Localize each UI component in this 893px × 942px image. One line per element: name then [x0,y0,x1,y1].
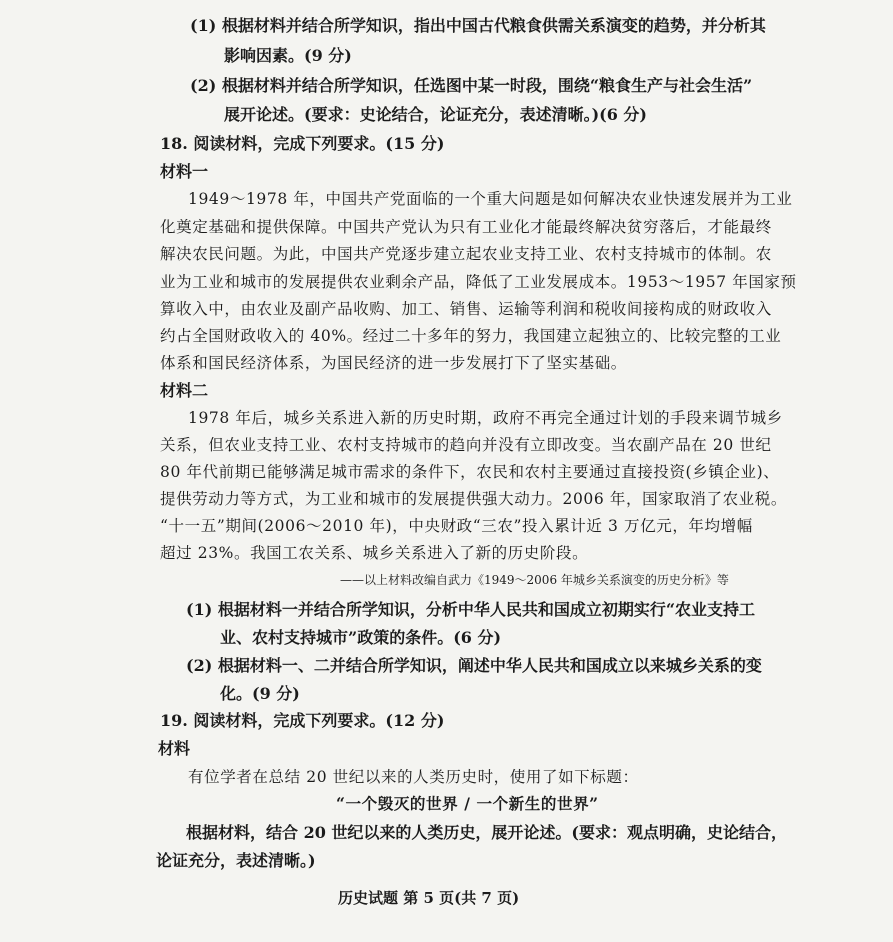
q18-heading: 18. 阅读材料，完成下列要求。(15 分) [160,134,445,153]
q19-task-line1: 根据材料，结合 20 世纪以来的人类历史，展开论述。(要求：观点明确，史论结合， [186,823,787,842]
q18-material1-line: 化奠定基础和提供保障。中国共产党认为只有工业化才能最终解决贫穷落后，才能最终 [160,218,772,236]
q19-material-title: “一个毁灭的世界 / 一个新生的世界” [336,794,599,813]
q18-material1-line: 约占全国财政收入的 40%。经过二十多年的努力，我国建立起独立的、比较完整的工业 [160,327,782,345]
q18-material1-line: 业为工业和城市的发展提供农业剩余产品，降低了工业发展成本。1953～1957 年国家预 [160,273,797,291]
q18-material1-line: 1949～1978 年，中国共产党面临的一个重大问题是如何解决农业快速发展并为工业 [188,190,793,208]
q17-sub2-line2: 展开论述。(要求：史论结合，论证充分，表述清晰。)(6 分) [224,105,647,124]
q19-material-label: 材料 [158,739,191,758]
q19-task-line2: 论证充分，表述清晰。) [156,851,316,870]
q18-sub2-line1: (2) 根据材料一、二并结合所学知识，阐述中华人民共和国成立以来城乡关系的变 [186,656,762,675]
q18-sub1-line1: (1) 根据材料一并结合所学知识，分析中华人民共和国成立初期实行“农业支持工 [186,600,756,619]
q18-material2-line: 80 年代前期已能够满足城市需求的条件下，农民和农村主要通过直接投资(乡镇企业)、 [160,463,780,481]
q18-material2-line: 提供劳动力等方式，为工业和城市的发展提供强大动力。2006 年，国家取消了农业税。 [160,490,787,508]
q18-source-citation: ——以上材料改编自武力《1949～2006 年城乡关系演变的历史分析》等 [340,573,729,587]
q18-material2-line: “十一五”期间(2006～2010 年)，中央财政“三农”投入累计近 3 万亿元，年均增幅 [160,517,753,535]
q18-sub2-line2: 化。(9 分) [220,684,300,703]
page-footer: 历史试题 第 5 页(共 7 页) [338,889,520,907]
q18-material1-line: 算收入中，由农业及副产品收购、加工、销售、运输等利润和税收间接构成的财政收入 [160,300,772,318]
q18-material2-line: 1978 年后，城乡关系进入新的历史时期，政府不再完全通过计划的手段来调节城乡 [188,409,783,427]
q18-sub1-line2: 业、农村支持城市”政策的条件。(6 分) [220,628,502,647]
q18-material1-line: 解决农民问题。为此，中国共产党逐步建立起农业支持工业、农村支持城市的体制。农 [160,245,772,263]
q19-material-line1: 有位学者在总结 20 世纪以来的人类历史时，使用了如下标题： [188,768,639,786]
q17-sub1-line2: 影响因素。(9 分) [224,46,352,65]
q19-heading: 19. 阅读材料，完成下列要求。(12 分) [160,711,445,730]
q18-material2-line: 关系，但农业支持工业、农村支持城市的趋向并没有立即改变。当农副产品在 20 世纪 [160,436,772,454]
q17-sub1-line1: (1) 根据材料并结合所学知识，指出中国古代粮食供需关系演变的趋势，并分析其 [190,16,766,35]
q17-sub2-line1: (2) 根据材料并结合所学知识，任选图中某一时段，围绕“粮食生产与社会生活” [190,76,753,95]
q18-material2-line: 超过 23%。我国工农关系、城乡关系进入了新的历史阶段。 [160,544,589,562]
q18-material1-line: 体系和国民经济体系，为国民经济的进一步发展打下了坚实基础。 [160,354,627,372]
q18-material1-label: 材料一 [160,162,209,181]
q18-material2-label: 材料二 [160,381,209,400]
